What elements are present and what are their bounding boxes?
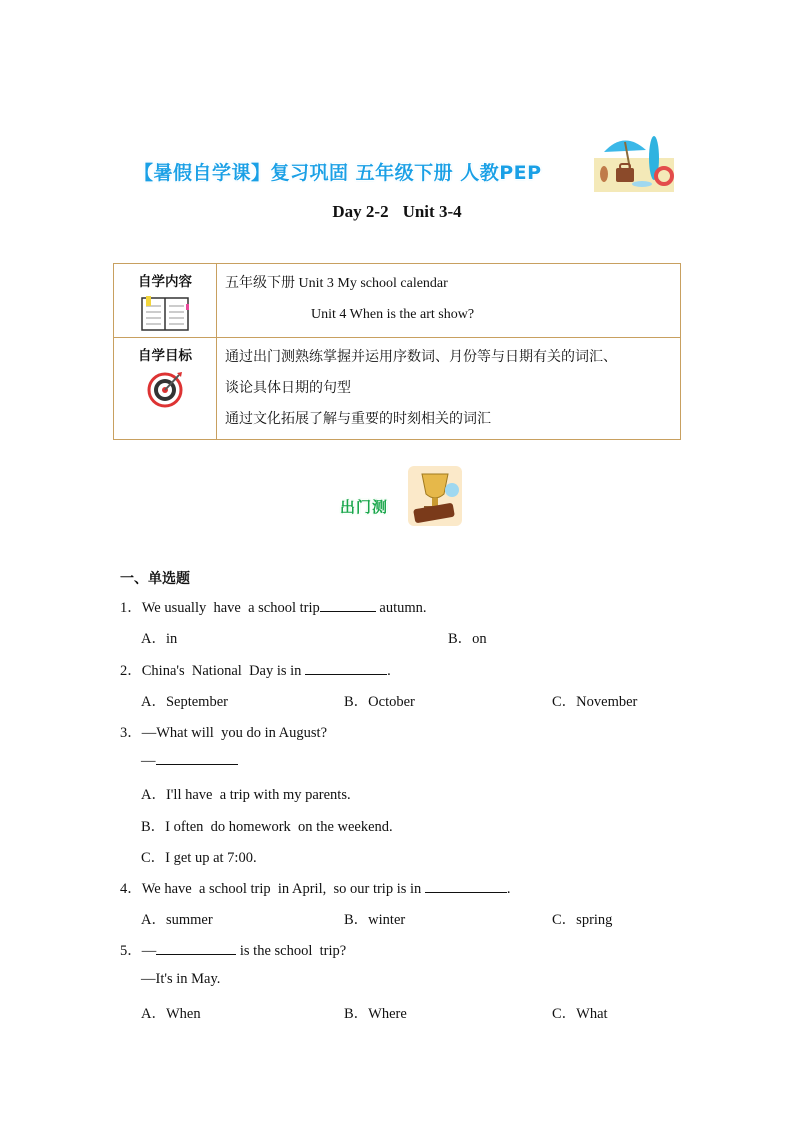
header-banner	[134, 128, 674, 192]
section-heading: 一、单选题	[120, 571, 190, 587]
question-3-answer	[141, 752, 238, 770]
question-1-stem-end: autumn.	[375, 600, 427, 616]
question-1	[120, 596, 427, 617]
answer-prefix: —	[141, 753, 156, 769]
banner-title: 【暑假自学课】复习巩固 五年级下册 人教PEP	[134, 162, 542, 184]
study-goal-cell	[217, 338, 681, 440]
question-2	[120, 659, 391, 680]
study-info-table	[113, 263, 681, 440]
study-goal-label: 自学目标	[138, 348, 192, 364]
question-5	[120, 939, 346, 960]
target-icon	[146, 370, 184, 408]
table-row	[114, 338, 681, 440]
question-4-stem-end: .	[506, 881, 511, 897]
question-4-stem: 4．We have a school trip in April, so our trip is in	[120, 881, 425, 897]
question-2-stem: 2．China's National Day is in	[120, 663, 306, 679]
study-content-label-cell	[114, 264, 217, 338]
question-1-stem: 1．We usually have a school trip	[120, 600, 320, 616]
option-4c[interactable]: C．spring	[552, 912, 613, 928]
study-content-line-1: 五年级下册 Unit 3 My school calendar	[225, 276, 448, 291]
option-3b[interactable]: B．I often do homework on the weekend.	[141, 819, 393, 835]
option-5c[interactable]: C．What	[552, 1006, 608, 1022]
exit-test-badge	[340, 466, 462, 526]
study-goal-line-1: 通过出门测熟练掌握并运用序数词、月份等与日期有关的词汇、	[225, 349, 617, 365]
study-goal-line-3: 通过文化拓展了解与重要的时刻相关的词汇	[225, 411, 491, 427]
question-4	[120, 877, 511, 898]
question-5-stem: 5．—	[120, 943, 157, 959]
study-content-line-2: Unit 4 When is the art show?	[311, 307, 475, 322]
study-goal-label-cell	[114, 338, 217, 440]
option-5a[interactable]: A．When	[141, 1006, 201, 1022]
beach-illustration-icon	[594, 128, 674, 192]
option-2b[interactable]: B．October	[344, 694, 415, 710]
study-goal-line-2: 谈论具体日期的句型	[225, 380, 351, 396]
study-content-label: 自学内容	[138, 274, 192, 290]
question-5-stem-end: is the school trip?	[236, 943, 347, 959]
option-4a[interactable]: A．summer	[141, 912, 213, 928]
notebook-icon	[140, 296, 190, 332]
option-2c[interactable]: C．November	[552, 694, 638, 710]
answer-blank[interactable]	[425, 880, 507, 893]
trophy-icon	[408, 466, 462, 526]
day-label: Day 2-2	[332, 202, 389, 221]
question-5-reply: —It's in May.	[141, 971, 221, 987]
option-1a[interactable]: A．in	[141, 631, 178, 647]
answer-blank[interactable]	[320, 599, 376, 612]
answer-blank[interactable]	[305, 662, 387, 675]
option-2a[interactable]: A．September	[141, 694, 228, 710]
question-2-stem-end: .	[387, 663, 391, 679]
answer-blank[interactable]	[156, 752, 238, 765]
study-content-cell	[217, 264, 681, 338]
page-title	[0, 202, 794, 222]
option-3c[interactable]: C．I get up at 7:00.	[141, 850, 257, 866]
unit-label: Unit 3-4	[402, 202, 462, 221]
option-1b[interactable]: B．on	[448, 631, 487, 647]
option-3a[interactable]: A．I'll have a trip with my parents.	[141, 787, 351, 803]
answer-blank[interactable]	[156, 942, 236, 955]
question-3: 3．—What will you do in August?	[120, 725, 328, 741]
table-row	[114, 264, 681, 338]
option-4b[interactable]: B．winter	[344, 912, 406, 928]
exit-test-label: 出门测	[340, 498, 389, 516]
option-5b[interactable]: B．Where	[344, 1006, 407, 1022]
